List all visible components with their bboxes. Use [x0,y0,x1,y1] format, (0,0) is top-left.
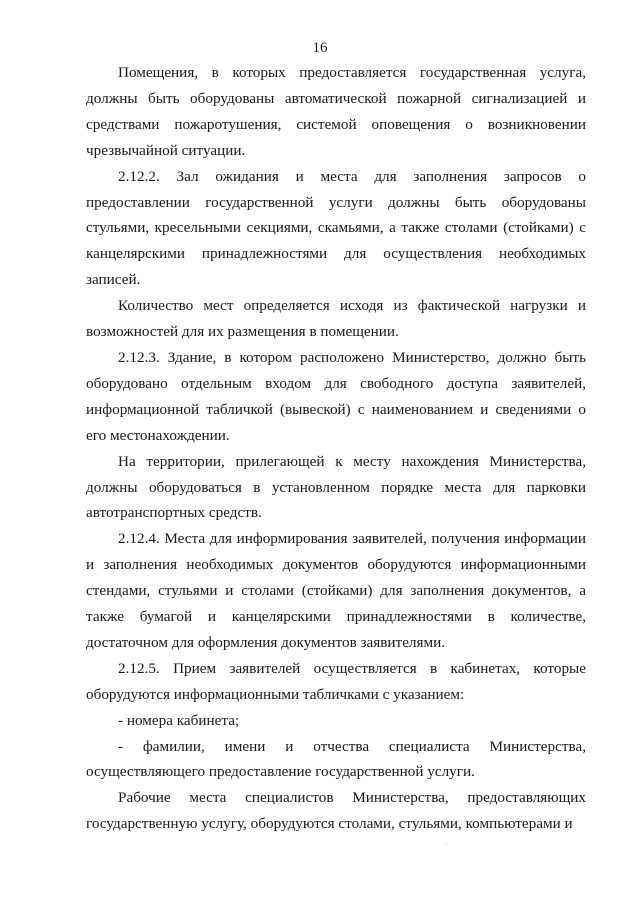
paragraph-parking: На территории, прилегающей к месту нахождения Министерства, должны оборудоваться в установленном порядке места для парковки автотранспортных средств. [86,452,586,522]
paragraph-2-12-5: 2.12.5. Прием заявителей осуществляется в кабинетах, которые оборудуются информационными табличками с указанием: [86,659,586,703]
paragraph-2-12-4: 2.12.4. Места для информирования заявителей, получения информации и заполнения необходимых документов оборудуются информационными стендами, стульями и столами (стойками) для заполнения документов, а также бумагой и канцелярскими принадлежностями в количестве, достаточном для оформления документов заявителями. [86,530,586,651]
page-number: 16 [312,40,328,56]
list-item-room-number: - номера кабинета; [118,711,240,729]
paragraph-2-12-2: 2.12.2. Зал ожидания и места для заполнения запросов о предоставлении государственной услуги должны быть оборудованы стульями, кресельными секциями, скамьями, а также столами (стойками) с канцелярскими принадлежностями для осуществления необходимых записей. [86,167,586,289]
paragraph-seat-count: Количество мест определяется исходя из фактической нагрузки и возможностей для их размещения в помещении. [86,297,586,341]
scan-speck [446,843,447,844]
paragraph-fire-safety: Помещения, в которых предоставляется государственная услуга, должны быть оборудованы автоматической пожарной сигнализацией и средствами пожаротушения, системой оповещения о возникновении чрезвычайной ситуации. [86,64,586,159]
paragraph-workplaces: Рабочие места специалистов Министерства, предоставляющих государственную услугу, оборудуются столами, стульями, компьютерами и [86,789,586,833]
document-body [86,60,586,837]
list-item-specialist-name: - фамилии, имени и отчества специалиста Министерства, осуществляющего предоставление государственной услуги. [86,737,586,781]
paragraph-2-12-3: 2.12.3. Здание, в котором расположено Министерство, должно быть оборудовано отдельным входом для свободного доступа заявителей, информационной табличкой (вывеской) с наименованием и сведениями о его местонахождении. [86,348,586,444]
